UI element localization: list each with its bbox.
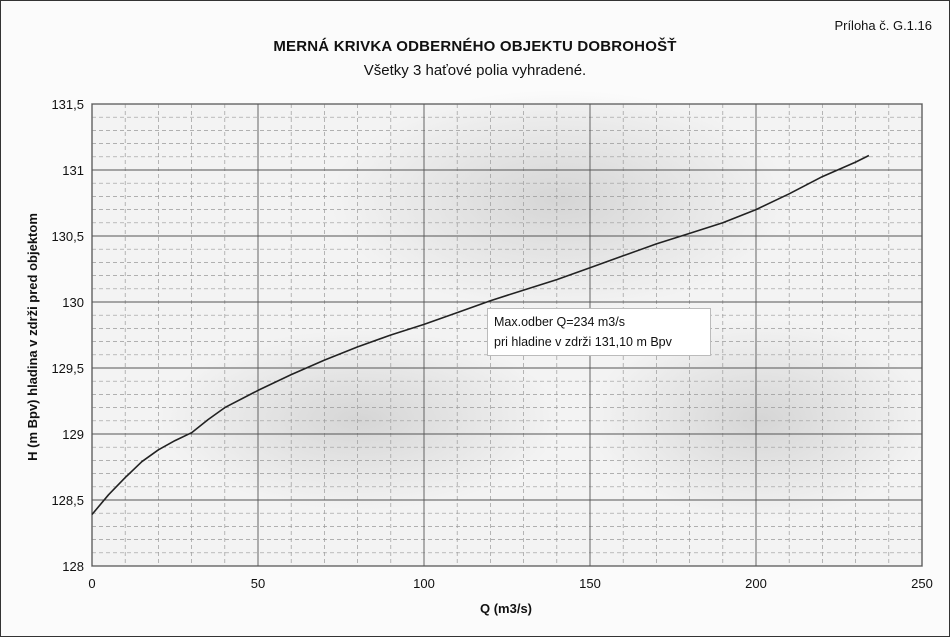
y-tick-label: 130 [62,295,84,310]
x-tick-label: 50 [250,576,266,591]
appendix-label: Príloha č. G.1.16 [834,18,932,33]
chart-title: MERNÁ KRIVKA ODBERNÉHO OBJEKTU DOBROHOŠŤ [273,38,677,55]
chart-subtitle: Všetky 3 haťové polia vyhradené. [363,62,587,79]
shade-blob [330,90,790,310]
x-tick-label: 200 [745,576,767,591]
shade-blob [160,330,560,510]
y-tick-label: 129 [62,427,84,442]
y-tick-label: 129,5 [51,361,84,376]
x-tick-label: 250 [911,576,933,591]
y-tick-label: 128 [62,559,84,574]
y-tick-label: 128,5 [51,493,84,508]
y-tick-label: 131,5 [51,97,84,112]
max-flow-annotation [487,308,711,356]
y-axis-label: H (m Bpv) hladina v zdrži pred objektom [25,213,40,461]
annotation-line-1: Max.odber Q=234 m3/s [494,315,625,329]
x-tick-label: 150 [579,576,601,591]
y-tick-label: 131 [62,163,84,178]
x-axis-label: Q (m3/s) [479,601,533,616]
x-tick-label: 0 [88,576,96,591]
y-tick-label: 130,5 [51,229,84,244]
annotation-line-2: pri hladine v zdrži 131,10 m Bpv [494,335,672,349]
x-tick-label: 100 [413,576,435,591]
